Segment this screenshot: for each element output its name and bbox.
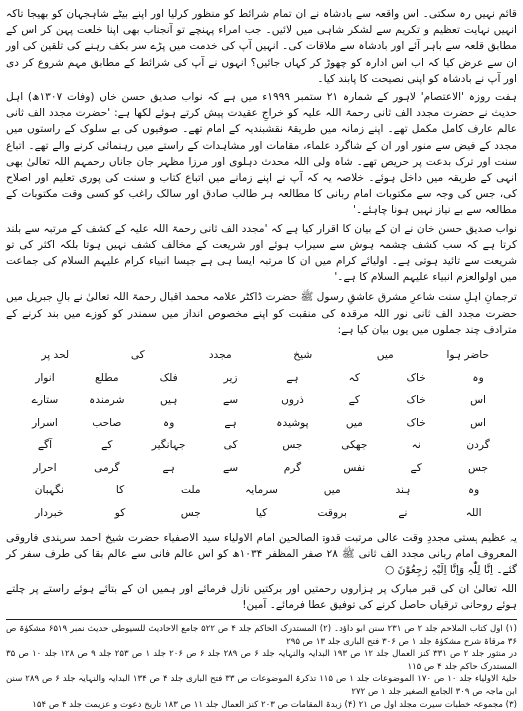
poem-block xyxy=(14,344,509,524)
paragraph-nawab-quote: ہفت روزہ 'الاعتصام' لاہور کے شمارہ ۲۱ ستمبر ۱۹۹۹ء میں ہے کہ نواب صدیق حسن خاں (وفات ۱۳۰۷ھ) اہل حدیث نے حضرت مجدد الف ثانی رحمۃ اللہ علیہ کو خراجِ عقیدت پیش کرتے ہوئے لکھا ہے: 'حضرت مجدد الف ثانی عالم عارف کامل مکمل تھے۔ اپنے زمانہ میں طریقۂ نقشبندیہ کے امام تھے۔ صوفیوں کی بے سلوک کے راستوں میں مجدد کے فیض سے منور اور ان کے شاگرد علماء، مقامات اور مشاہدات کے راستے میں رہنمائی کرنے والے تھے۔ اتباع سنت اور ترک بدعت پر حریص تھے۔ شاہ ولی اللہ محدث دہلوی اور مرزا مظہر جان جاناں رحمہم اللہ تعالیٰ بھی انہی کے طریقہ میں داخل ہوئے۔ خلاصہ یہ کہ آپ نے اپنے زمانے میں اتباع کتاب و سنت کی پوری تعلیم اور اصلاح کی، جس کی وجہ سے مکتوبات امام ربانی کا مطالعہ ہر طالب صادق اور سالک راغب کو کسی وقت مکتوبات کے مطالعہ سے بے نیاز نہیں ہونا چاہئے۔' xyxy=(6,91,518,217)
paragraph-iqbal-intro: ترجمانِ اہلِ سنت شاعرِ مشرق عاشقِ رسول ﷺ حضرت ڈاکٹر علامہ محمد اقبال رحمۃ اللہ تعالیٰ نے بالِ جبریل میں حضرت مجدد الف ثانی نور اللہ مرقدہ کی منقبت کو اپنے مخصوص انداز میں سمندر کو کوزے میں بند کرنے کے مترادف چند جملوں میں یوں بیان کیا ہے: xyxy=(6,291,517,336)
poem-word: کہ xyxy=(348,371,360,384)
poem-word: بروقت xyxy=(317,506,347,519)
poem-word: خبردار xyxy=(35,506,64,519)
poem-word: کے xyxy=(348,394,360,407)
poem-word: کو xyxy=(114,506,126,519)
poem-word: گرم xyxy=(283,461,302,474)
poem-word: ہے xyxy=(286,371,299,384)
poem-word: کیا xyxy=(255,506,268,519)
poem-word: پوشیدہ xyxy=(276,416,309,429)
poem-word: ہے xyxy=(162,461,175,474)
poem-word: میں xyxy=(376,349,394,362)
poem-word: زیر xyxy=(223,371,238,384)
paragraph-prayer: اللہ تعالیٰ ان کی قبر مبارک پر ہزاروں رحمتیں اور برکتیں نازل فرمائے اور ہمیں ان کے بتائے ہوئے راستے پر چلتے ہوئے روحانی ترقیاں حاصل کرنے کی توفیق عطا فرمائے۔ آمین! xyxy=(6,582,517,611)
poem-word: جھکی xyxy=(341,439,368,452)
poem-word: گرمی xyxy=(94,461,120,474)
poem-word: کی xyxy=(130,349,145,362)
poem-word: آگے xyxy=(37,439,53,452)
poem-word: احرار xyxy=(33,461,57,474)
poem-word: میں xyxy=(323,484,341,497)
poem-word: کے xyxy=(410,461,422,474)
poem-line xyxy=(14,367,509,390)
poem-word: ذروں xyxy=(281,394,304,407)
poem-word: وہ xyxy=(467,484,480,497)
poem-word: ملت xyxy=(180,484,201,497)
poem-word: انوار xyxy=(35,371,55,384)
poem-word: میں xyxy=(345,416,363,429)
poem-word: جہانگیر xyxy=(151,439,186,452)
footnote-line: در منثور جلد ۲ ص ۳۳۱ کنز العمال جلد ۱۲ ص ۱۹۳ البدایہ والنہایہ جلد ۶ ص ۲۸۹ جلد ۶ ص ۲۰۶ جلد ۱ ص ۲۵۳ جلد ۹ ص ۱۲۸ جلد ۱۰ ص ۳۵ المستدرک حاکم جلد ۴ ص ۱۱۵ xyxy=(6,649,517,672)
poem-word: جس xyxy=(282,439,303,452)
poem-word: شرمندہ xyxy=(89,394,125,407)
footnotes-block xyxy=(6,623,517,711)
poem-word: سرمایہ xyxy=(245,484,278,497)
poem-word: حاضر ہوا xyxy=(446,349,490,362)
poem-word: جس xyxy=(180,506,201,519)
poem-word: خاک xyxy=(406,394,426,407)
poem-word: سے xyxy=(223,461,239,474)
poem-word: ہیں xyxy=(159,394,178,407)
poem-line xyxy=(14,389,509,412)
footnote-line: حلیۃ الاولیاء جلد ۱۰ ص ۱۷۰ الموضوعات جلد ۱ ص ۱۱۵ تذکرۃ الموضوعات ص ۳۳ فتح الباری جلد ۴ ص ۱۳۴ البدایہ والنہایہ جلد ۶ ص ۲۸۹ سنن ابن ماجہ ص ۳۰۹ الجامع الصغیر جلد ۱ ص ۲۷۲ xyxy=(6,674,517,698)
poem-word: اللہ xyxy=(465,506,482,519)
poem-line xyxy=(14,479,509,502)
poem-line xyxy=(14,502,509,525)
poem-line xyxy=(14,412,509,435)
poem-word: شیخ xyxy=(293,349,313,362)
poem-word: سے xyxy=(223,394,239,407)
poem-word: فلک xyxy=(159,371,178,384)
poem-word: ستارے xyxy=(31,394,59,407)
poem-word: اس xyxy=(470,394,486,407)
poem-word: صاحب xyxy=(92,416,122,429)
poem-word: جس xyxy=(468,461,489,474)
poem-word: لحد پر xyxy=(41,349,70,362)
paragraph-kashf: نواب صدیق حسن خان نے ان کے بیان کا اقرار کیا ہے کہ 'مجدد الف ثانی رحمۃ اللہ علیہ کے کشف کے مرتبہ سے بلند کرتا ہے کہ سب کشف چشمہ ہوش سے سیراب ہوئے اور شریعت کے مخالف کشف نہیں ہوتا بلکہ اکثر کی تو شریعت سے تائید ہوتی ہے۔ اولیائے کرام میں ان کا مرتبہ ایسا ہی ہے جیسا انبیاء کرام علیہم السلام کی جماعت میں اولوالعزم انبیاء علیہم السلام کا ہے۔' xyxy=(6,222,517,284)
poem-word: اسرار xyxy=(32,416,58,429)
poem-word: مجدد xyxy=(208,349,232,362)
poem-word: وہ xyxy=(163,416,175,429)
footnote-line: (۳) مجموعہ خطبات سیرت مجلد اول ص ۲۱ (۴) زبدۃ المقامات ص ۲۰۳ کنز العمال جلد ۱۱ ص ۱۸۳ تاریخ دعوت و عزیمت جلد ۴ ص ۱۵۴ xyxy=(32,699,517,710)
paragraph-passing: یہ عظیم ہستی مجددِ وقت عالی مرتبت قدوۃ الصالحین امام الاولیاء سید الاصفیاء حضرت شیخ احمد سرہندی فاروقی المعروف امام ربانی مجدد الف ثانی ﷺ ۲۸ صفر المظفر ۱۰۳۴ھ کو اس عالم فانی سے عالم بقا کی طرف سفر کر گئے۔ اِنَّا لِلّٰہِ وَاِنَّا اِلَیْہِ رٰجِعُوْنَ ○ xyxy=(6,532,518,577)
poem-word: نفس xyxy=(343,461,366,474)
poem-word: خاک xyxy=(406,416,426,429)
poem-word: کے xyxy=(101,439,113,452)
poem-word: نے xyxy=(398,506,408,519)
poem-word: مطلع xyxy=(95,371,119,384)
poem-line xyxy=(14,457,509,480)
paragraph-intro: قائم نہیں رہ سکتی۔ اس واقعہ سے بادشاہ نے ان تمام شرائط کو منظور کرلیا اور اپنے بیٹے شاہجہان کو بھیجا تاکہ انہیں نہایت تعظیم و تکریم سے لشکر شاہی میں لائیں۔ جب امراء پہنچے تو آنجناب بھی اپنا خلعت پہن کر اس کے مطابق قلعہ سے باہر آئے اور بادشاہ سے ملاقات کی۔ انہیں آپ کی خدمت میں پڑے سر بکف رہنے کی تلقین کی اور ان سے عرض کیا کہ اب اس ادارہ کو چھوڑ کر کہاں جائیں؟ انہوں نے آپ کی شرائط کے مطابق مہم شروع کر دی اور آپ نے بادشاہ کو اپنی نصیحت کا پابند کیا۔ xyxy=(6,8,517,85)
poem-line xyxy=(14,344,509,367)
poem-word: کا xyxy=(115,484,125,497)
footnote-line: (۱) اول کتاب الملاحم جلد ۲ ص ۲۳۱ سنن ابو داؤد۔ (۲) المستدرک الحاکم جلد ۴ ص ۵۲۲ جامع الاحادیث للسیوطی حدیث نمبر ۶۵۱۹ مشکوٰۃ ص ۳۶ مرقاۃ شرح مشکوٰۃ جلد ۱ ص ۳۰۶ فتح الباری جلد ۱۳ ص ۲۹۵ xyxy=(6,624,518,647)
poem-word: کی xyxy=(223,439,238,452)
poem-word: گردن xyxy=(466,439,490,452)
footnote-divider xyxy=(6,619,517,620)
poem-line xyxy=(14,434,509,457)
poem-word: نہ xyxy=(411,439,421,452)
poem-word: ہند xyxy=(395,484,411,497)
poem-word: نگہبان xyxy=(34,484,64,497)
poem-word: اس xyxy=(470,416,486,429)
poem-word: وہ xyxy=(472,371,484,384)
poem-word: ہے xyxy=(224,416,237,429)
poem-word: خاک xyxy=(406,371,426,384)
